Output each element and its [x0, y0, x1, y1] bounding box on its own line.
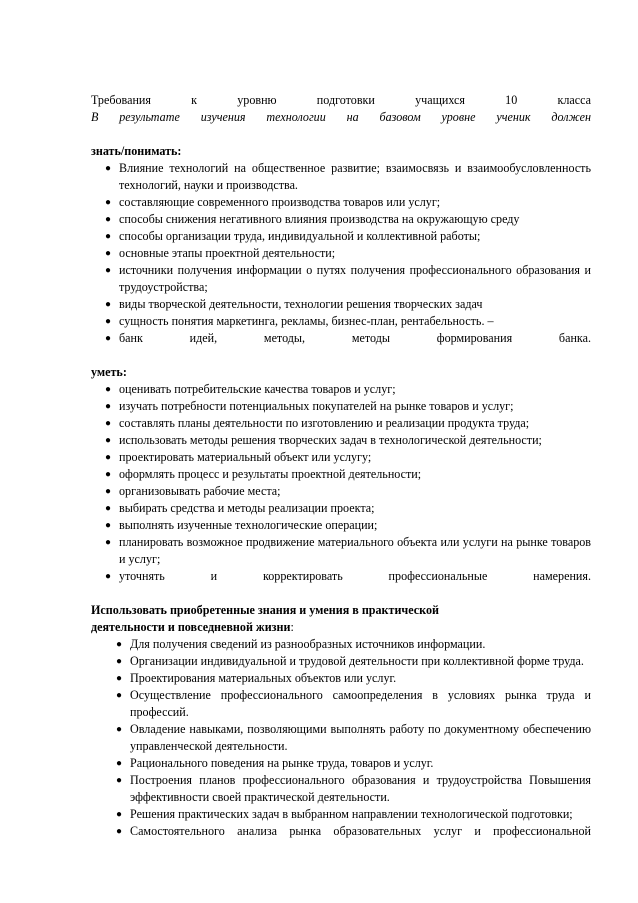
item-text: сущность понятия маркетинга, рекламы, бизнес-план, рентабельность. – — [119, 314, 494, 328]
list-item — [91, 245, 591, 262]
bullet-icon: ● — [105, 435, 112, 446]
item-text: способы организации труда, индивидуальной и коллективной работы; — [119, 229, 481, 243]
list-item — [91, 721, 591, 755]
bullet-icon: ● — [105, 248, 112, 259]
section-heading-can: уметь: — [91, 365, 127, 379]
list-item — [91, 772, 591, 806]
bullet-icon: ● — [105, 197, 112, 208]
item-text: использовать методы решения творческих задач в технологической деятельности; — [119, 433, 542, 447]
list-item — [91, 568, 591, 585]
bullet-icon: ● — [116, 639, 123, 650]
item-text: Осуществление профессионального самоопределения в условиях рынка труда и профессий. — [130, 688, 591, 719]
list-item — [91, 483, 591, 500]
list-item — [91, 500, 591, 517]
bullet-icon: ● — [116, 758, 123, 769]
bullet-icon: ● — [105, 418, 112, 429]
bullet-icon: ● — [105, 214, 112, 225]
subtitle-line: В результате изучения технологии на базовом уровне ученик должен — [91, 110, 591, 124]
item-text: оценивать потребительские качества товаров и услуг; — [119, 382, 396, 396]
bullet-icon: ● — [105, 299, 112, 310]
bullet-icon: ● — [105, 384, 112, 395]
list-can — [91, 381, 591, 585]
bullet-icon: ● — [105, 469, 112, 480]
item-text: Организации индивидуальной и трудовой деятельности при коллективной форме труда. — [130, 654, 584, 668]
list-item — [91, 653, 591, 670]
list-item — [91, 296, 591, 313]
list-item — [91, 517, 591, 534]
item-text: Проектирования материальных объектов или услуг. — [130, 671, 397, 685]
list-item — [91, 313, 591, 330]
bullet-icon: ● — [105, 163, 112, 174]
section-heading-use-cont — [91, 619, 591, 636]
bullet-icon: ● — [105, 503, 112, 514]
bullet-icon: ● — [116, 826, 123, 837]
list-item — [91, 432, 591, 449]
list-item — [91, 330, 591, 347]
list-item — [91, 415, 591, 432]
item-text: Рационального поведения на рынке труда, товаров и услуг. — [130, 756, 434, 770]
spacer — [91, 585, 591, 602]
bullet-icon: ● — [105, 333, 112, 344]
list-item — [91, 466, 591, 483]
bullet-icon: ● — [105, 571, 112, 582]
bullet-icon: ● — [105, 316, 112, 327]
item-text: оформлять процесс и результаты проектной деятельности; — [119, 467, 422, 481]
list-item — [91, 449, 591, 466]
bullet-icon: ● — [116, 724, 123, 735]
bullet-icon: ● — [116, 690, 123, 701]
bullet-icon: ● — [116, 673, 123, 684]
list-item — [91, 534, 591, 568]
list-item — [91, 806, 591, 823]
list-item — [91, 262, 591, 296]
bullet-icon: ● — [116, 656, 123, 667]
bullet-icon: ● — [105, 452, 112, 463]
item-text: планировать возможное продвижение материального объекта или услуги на рынке товаров и услуг; — [119, 535, 591, 566]
list-item — [91, 398, 591, 415]
item-text: Решения практических задач в выбранном направлении технологической подготовки; — [130, 807, 573, 821]
heading-line-2: деятельности и повседневной жизни — [91, 620, 291, 634]
spacer — [91, 347, 591, 364]
bullet-icon: ● — [105, 520, 112, 531]
bullet-icon: ● — [105, 486, 112, 497]
item-text: основные этапы проектной деятельности; — [119, 246, 336, 260]
list-use — [91, 636, 591, 840]
heading-line-1: Использовать приобретенные знания и умения в практической — [91, 603, 439, 617]
item-text: банк идей, методы, методы формирования банка. — [119, 331, 591, 345]
bullet-icon: ● — [116, 775, 123, 786]
bullet-icon: ● — [105, 265, 112, 276]
bullet-icon: ● — [105, 401, 112, 412]
item-text: способы снижения негативного влияния производства на окружающую среду — [119, 212, 520, 226]
section-heading-know: знать/понимать: — [91, 144, 182, 158]
list-item — [91, 687, 591, 721]
item-text: составляющие современного производства товаров или услуг; — [119, 195, 441, 209]
list-item — [91, 160, 591, 194]
item-text: виды творческой деятельности, технологии решения творческих задач — [119, 297, 483, 311]
bullet-icon: ● — [105, 537, 112, 548]
item-text: Построения планов профессионального образования и трудоустройства Повышения эффективности своей практической деятельности. — [130, 773, 591, 804]
item-text: проектировать материальный объект или услугу; — [119, 450, 372, 464]
list-item — [91, 194, 591, 211]
item-text: уточнять и корректировать профессиональные намерения. — [119, 569, 591, 583]
list-know — [91, 160, 591, 347]
list-item — [91, 228, 591, 245]
spacer — [91, 126, 591, 143]
item-text: источники получения информации о путях получения профессионального образования и трудоустройства; — [119, 263, 591, 294]
item-text: Для получения сведений из разнообразных источников информации. — [130, 637, 486, 651]
item-text: изучать потребности потенциальных покупателей на рынке товаров и услуг; — [119, 399, 514, 413]
item-text: Овладение навыками, позволяющими выполнять работу по документному обеспечению управленческой деятельности. — [130, 722, 591, 753]
list-item — [91, 823, 591, 840]
list-item — [91, 755, 591, 772]
bullet-icon: ● — [105, 231, 112, 242]
section-heading-use — [91, 602, 591, 619]
title-line: Требования к уровню подготовки учащихся 10 класса — [91, 93, 591, 107]
list-item — [91, 670, 591, 687]
item-text: Самостоятельного анализа рынка образовательных услуг и профессиональной — [130, 824, 591, 838]
list-item — [91, 636, 591, 653]
item-text: Влияние технологий на общественное развитие; взаимосвязь и взаимообусловленность технологий, науки и производства. — [119, 161, 591, 192]
list-item — [91, 381, 591, 398]
list-item — [91, 211, 591, 228]
bullet-icon: ● — [116, 809, 123, 820]
item-text: выбирать средства и методы реализации проекта; — [119, 501, 375, 515]
item-text: составлять планы деятельности по изготовлению и реализации продукта труда; — [119, 416, 530, 430]
heading-colon: : — [290, 620, 294, 634]
document-page — [91, 92, 591, 840]
item-text: организовывать рабочие места; — [119, 484, 281, 498]
item-text: выполнять изученные технологические операции; — [119, 518, 378, 532]
